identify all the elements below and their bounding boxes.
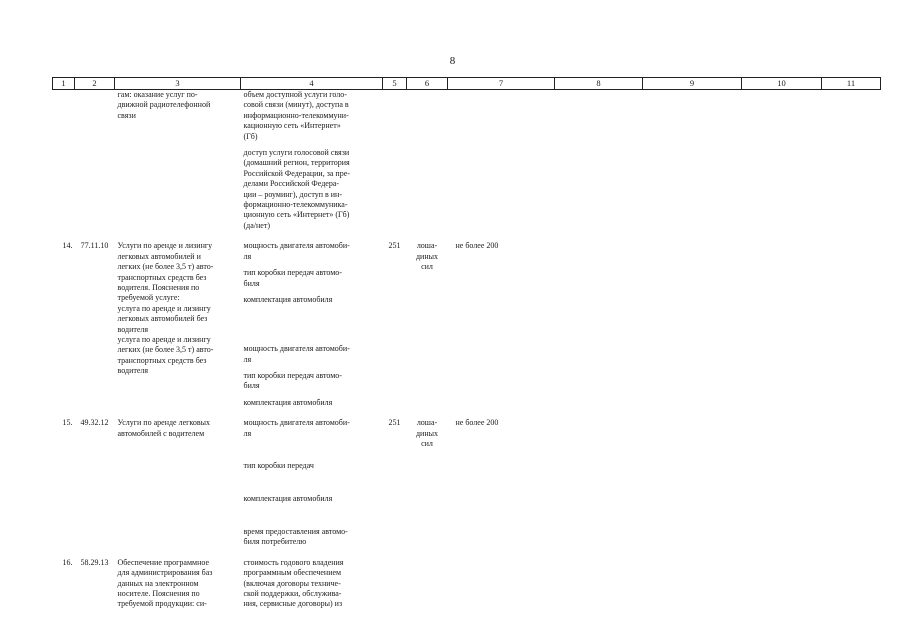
- characteristic-line: биля: [243, 381, 260, 391]
- table-body: [53, 90, 881, 610]
- table-row: [53, 90, 881, 232]
- characteristic-line: тип коробки передач: [243, 461, 314, 471]
- characteristic-line: мощность двигателя автомоби-: [243, 344, 350, 354]
- column-10-cell: [742, 90, 822, 232]
- value-cell: не более 200: [455, 241, 499, 251]
- column-9-cell: [643, 418, 742, 548]
- row-spacer: [53, 231, 881, 241]
- description-cell: [115, 241, 241, 408]
- column-8-cell: [555, 90, 643, 232]
- description-line: Услуги по аренде легковых: [117, 418, 211, 428]
- characteristic-line: информационно-телекоммуни-: [243, 110, 349, 120]
- value-cell: [448, 90, 555, 232]
- column-11-cell: [822, 558, 881, 610]
- description-line: легких (не более 3,5 т) авто-: [117, 345, 214, 355]
- description-line: для администрирования баз: [117, 568, 213, 578]
- unit-line: лоша-: [416, 241, 438, 251]
- characteristic-line: ционную сеть «Интернет» (Гб): [243, 210, 350, 220]
- description-line: данных на электронном: [117, 578, 199, 588]
- characteristic-line: мощность двигателя автомоби-: [243, 241, 350, 251]
- column-8-cell: [555, 418, 643, 548]
- description-line: водителя: [117, 324, 149, 334]
- characteristic-line: ции – роуминг), доступ в ин-: [243, 189, 342, 199]
- unit-line: диных: [415, 428, 438, 438]
- description-line: услуга по аренде и лизингу: [117, 334, 211, 344]
- characteristic-line: мощность двигателя автомоби-: [243, 418, 350, 428]
- characteristics-cell: [241, 558, 383, 610]
- table-row: [53, 558, 881, 610]
- column-9-cell: [643, 558, 742, 610]
- value-cell: [448, 558, 555, 610]
- characteristic-line: совой связи (минут), доступа в: [243, 100, 349, 110]
- characteristics-cell: [241, 418, 383, 548]
- characteristics-cell: [241, 90, 383, 232]
- description-line: Услуги по аренде и лизингу: [117, 241, 213, 251]
- characteristic-line: [244, 445, 380, 455]
- characteristic-line: комплектация автомобиля: [243, 294, 333, 304]
- goods-services-table: [52, 77, 881, 610]
- row-spacer: [53, 548, 881, 558]
- characteristic-line: ля: [243, 428, 252, 438]
- column-header-4: 4: [241, 78, 383, 90]
- column-10-cell: [742, 558, 822, 610]
- characteristic-line: ля: [243, 354, 252, 364]
- column-11-cell: [822, 418, 881, 548]
- characteristic-line: делами Российской Федера-: [243, 179, 340, 189]
- column-10-cell: [742, 418, 822, 548]
- column-header-5: 5: [383, 78, 407, 90]
- row-number-cell: 15.: [62, 418, 73, 428]
- page-number: 8: [449, 55, 456, 67]
- characteristic-line: программным обеспечением: [243, 568, 342, 578]
- header-row: [53, 78, 881, 90]
- unit-cell: [407, 241, 448, 408]
- description-cell: [115, 418, 241, 548]
- characteristic-line: комплектация автомобиля: [243, 494, 333, 504]
- characteristic-line: тип коробки передач автомо-: [243, 268, 342, 278]
- description-line: легковых автомобилей без: [117, 314, 208, 324]
- description-line: движной радиотелефонной: [117, 100, 211, 110]
- row-number-cell: 16.: [62, 557, 73, 567]
- row-number-cell: 14.: [62, 241, 73, 251]
- column-header-10: 10: [742, 78, 822, 90]
- characteristic-line: доступ услуги голосовой связи: [243, 148, 350, 158]
- column-header-3: 3: [115, 78, 241, 90]
- column-header-9: 9: [643, 78, 742, 90]
- description-line: требуемой услуге:: [117, 293, 180, 303]
- characteristic-line: [244, 311, 380, 321]
- characteristic-line: ния, сервисные договоры) из: [243, 599, 343, 609]
- column-header-11: 11: [822, 78, 881, 90]
- characteristic-line: [244, 328, 380, 338]
- description-line: водителя: [117, 366, 149, 376]
- description-line: легковых автомобилей и: [117, 251, 201, 261]
- okpd2-code-cell: [75, 90, 115, 232]
- column-8-cell: [555, 241, 643, 408]
- column-8-cell: [555, 558, 643, 610]
- characteristic-line: Российской Федерации, за пре-: [243, 168, 350, 178]
- unit-line: сил: [421, 262, 433, 272]
- characteristic-line: комплектация автомобиля: [243, 397, 333, 407]
- description-cell: [115, 90, 241, 232]
- characteristic-line: (домашний регион, территория: [243, 158, 350, 168]
- description-line: транспортных средств без: [117, 272, 207, 282]
- description-line: транспортных средств без: [117, 355, 207, 365]
- column-header-6: 6: [407, 78, 448, 90]
- value-cell: не более 200: [455, 418, 499, 428]
- okei-code-cell: 251: [388, 241, 401, 251]
- characteristic-line: кационную сеть «Интернет»: [243, 121, 341, 131]
- description-line: связи: [117, 110, 136, 120]
- characteristic-line: тип коробки передач автомо-: [243, 370, 342, 380]
- characteristic-line: (Гб): [243, 131, 258, 141]
- description-line: носителе. Пояснения по: [117, 589, 200, 599]
- okei-code-cell: [383, 90, 407, 232]
- characteristic-line: стоимость годового владения: [243, 557, 344, 567]
- characteristic-line: объем доступной услуги голо-: [243, 90, 347, 99]
- description-line: легких (не более 3,5 т) авто-: [117, 262, 214, 272]
- characteristic-line: [244, 511, 380, 521]
- characteristic-line: биля потребителю: [243, 537, 307, 547]
- document-sheet: [52, 77, 880, 610]
- characteristics-cell: [241, 241, 383, 408]
- unit-line: диных: [415, 251, 438, 261]
- description-cell: [115, 558, 241, 610]
- column-header-1: 1: [53, 78, 75, 90]
- okpd2-code-cell: 77.11.10: [80, 241, 109, 251]
- characteristic-line: (включая договоры техниче-: [243, 578, 341, 588]
- row-number-cell: [53, 90, 75, 232]
- characteristic-line: время предоставления автомо-: [243, 527, 348, 536]
- characteristic-line: формационно-телекоммуника-: [243, 200, 348, 210]
- column-9-cell: [643, 241, 742, 408]
- column-header-7: 7: [448, 78, 555, 90]
- table-row: [53, 418, 881, 548]
- column-10-cell: [742, 241, 822, 408]
- unit-cell: [407, 558, 448, 610]
- characteristic-line: биля: [243, 278, 260, 288]
- okpd2-code-cell: 49.32.12: [80, 418, 109, 428]
- description-line: услуга по аренде и лизингу: [117, 303, 211, 313]
- unit-line: лоша-: [416, 418, 438, 428]
- unit-cell: [407, 418, 448, 548]
- row-spacer: [53, 408, 881, 418]
- description-line: водителя. Пояснения по: [117, 282, 200, 292]
- okei-code-cell: 251: [388, 418, 401, 428]
- column-11-cell: [822, 90, 881, 232]
- characteristic-line: ля: [243, 251, 252, 261]
- characteristic-line: ской поддержки, обслужива-: [243, 589, 342, 599]
- unit-cell: [407, 90, 448, 232]
- column-9-cell: [643, 90, 742, 232]
- description-line: требуемой продукции: си-: [117, 599, 207, 609]
- okpd2-code-cell: 58.29.13: [80, 557, 109, 567]
- column-11-cell: [822, 241, 881, 408]
- okei-code-cell: [383, 558, 407, 610]
- column-header-2: 2: [75, 78, 115, 90]
- characteristic-line: [244, 478, 380, 488]
- description-line: автомобилей с водителем: [117, 428, 205, 438]
- description-line: гам: оказание услуг по-: [117, 90, 198, 99]
- characteristic-line: (да/нет): [243, 220, 270, 230]
- table-row: [53, 241, 881, 408]
- unit-line: сил: [421, 438, 433, 448]
- description-line: Обеспечение программное: [117, 557, 210, 567]
- column-header-8: 8: [555, 78, 643, 90]
